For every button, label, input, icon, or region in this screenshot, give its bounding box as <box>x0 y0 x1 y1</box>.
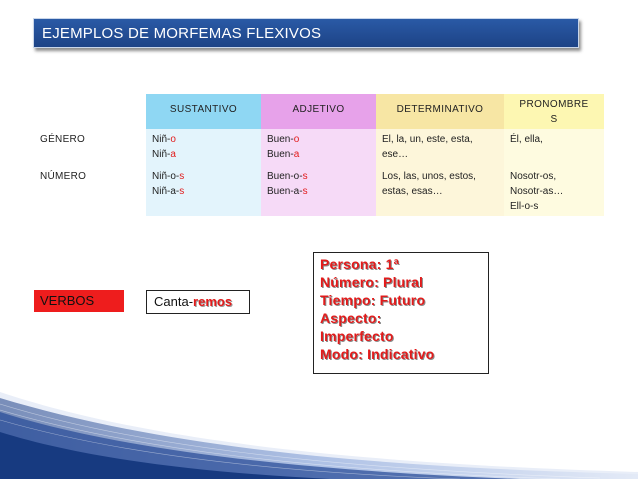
header-empty <box>34 94 146 129</box>
analysis-line-tiempo: Tiempo: Futuro <box>320 292 426 308</box>
cell-numero-determinativo: Los, las, unos, estos, estas, esas… <box>376 166 504 216</box>
header-sustantivo: SUSTANTIVO <box>146 94 261 129</box>
root-text: Niñ-o- <box>152 171 180 182</box>
cell-numero-adjetivo <box>261 166 376 216</box>
analysis-line-persona: Persona: 1ª <box>320 256 399 272</box>
analysis-line-aspecto: Aspecto: <box>320 310 382 326</box>
cell-genero-sustantivo <box>146 129 261 166</box>
pronoun-line: Nosotr-os, <box>510 171 557 182</box>
suffix-text: a <box>293 149 300 160</box>
root-text: Buen- <box>267 134 294 145</box>
root-text: Buen- <box>267 149 294 160</box>
row-label-genero: GÉNERO <box>34 129 146 166</box>
root-text: Niñ-a- <box>152 186 180 197</box>
verb-root: Canta- <box>154 294 194 309</box>
header-adjetivo: ADJETIVO <box>261 94 376 129</box>
verb-suffix: remos <box>193 294 233 309</box>
suffix-text: s <box>302 171 308 182</box>
suffix-text: s <box>179 186 185 197</box>
suffix-text: s <box>179 171 185 182</box>
suffix-text: o <box>170 134 176 145</box>
pronoun-line: Ell-o-s <box>510 201 539 212</box>
table-row-numero <box>34 166 604 216</box>
verb-analysis-box <box>313 252 489 374</box>
morphemes-table <box>34 94 604 216</box>
row-label-numero: NÚMERO <box>34 166 146 216</box>
suffix-text: o <box>293 134 300 145</box>
slide-title: EJEMPLOS DE MORFEMAS FLEXIVOS <box>33 18 579 48</box>
cell-genero-pronombres: Él, ella, <box>504 129 604 166</box>
analysis-line-modo: Modo: Indicativo <box>320 346 435 362</box>
table-header-row <box>34 94 604 129</box>
analysis-line-numero: Número: Plural <box>320 274 424 290</box>
suffix-text: a <box>170 149 176 160</box>
decorative-wave-graphic <box>0 392 638 479</box>
root-text: Buen-a- <box>267 186 303 197</box>
root-text: Buen-o- <box>267 171 303 182</box>
cell-numero-sustantivo <box>146 166 261 216</box>
table-row-genero <box>34 129 604 166</box>
cell-genero-adjetivo <box>261 129 376 166</box>
verbos-label: VERBOS <box>34 290 124 312</box>
verb-example-box <box>146 290 250 314</box>
root-text: Niñ- <box>152 134 171 145</box>
root-text: Niñ- <box>152 149 171 160</box>
suffix-text: s <box>302 186 308 197</box>
cell-genero-determinativo: El, la, un, este, esta, ese… <box>376 129 504 166</box>
pronoun-line: Nosotr-as… <box>510 186 564 197</box>
cell-numero-pronombres <box>504 166 604 216</box>
header-determinativo: DETERMINATIVO <box>376 94 504 129</box>
analysis-line-imperfecto: Imperfecto <box>320 328 394 344</box>
header-pronombres: PRONOMBRE S <box>504 94 604 129</box>
